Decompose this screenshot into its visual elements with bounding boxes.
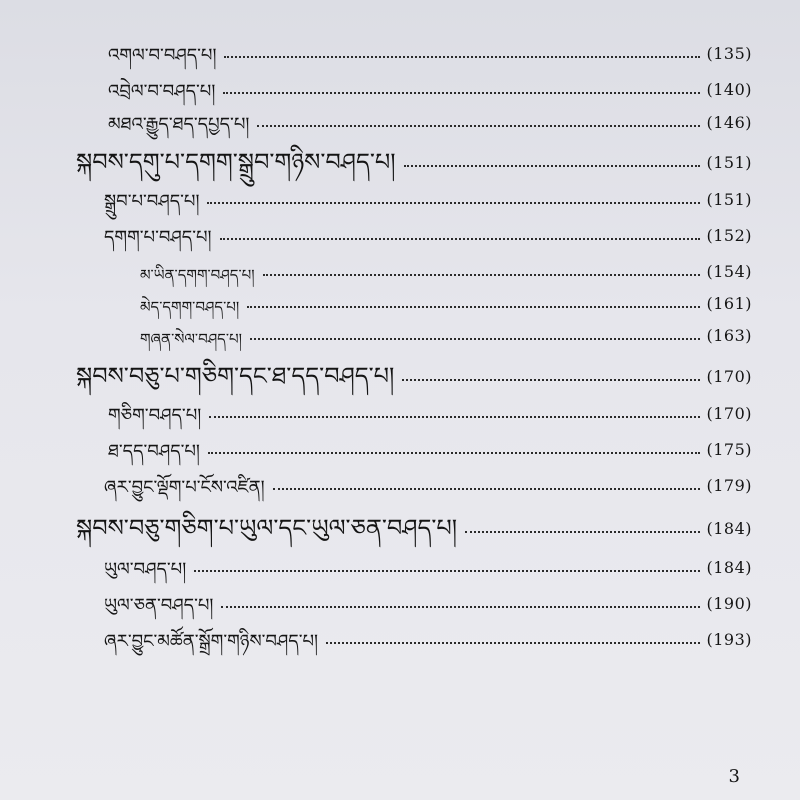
- toc-entry-title: གཅིག་བཤད་པ།: [108, 405, 202, 426]
- dot-leader: [221, 606, 700, 608]
- toc-chapter-entry: [76, 516, 752, 540]
- dot-leader: [207, 202, 700, 204]
- toc-entry-page: (179): [706, 476, 752, 495]
- toc-entry: [104, 632, 752, 651]
- dot-leader: [263, 274, 701, 276]
- toc-entry-page: (193): [706, 630, 752, 649]
- dot-leader: [250, 338, 701, 340]
- toc-entry: [104, 478, 752, 497]
- toc-chapter-title: སྐབས་བཅུ་པ་གཅིག་དང་ཐ་དད་བཤད་པ།: [76, 362, 395, 390]
- toc-chapter-title: སྐབས་དགུ་པ་དགག་སྒྲུབ་གཉིས་བཤད་པ།: [76, 148, 396, 176]
- toc-entry-title: ཞར་བྱུང་ལྡོག་པ་ངོས་འཛིན།: [104, 477, 265, 498]
- toc-entry: [108, 46, 752, 65]
- toc-subentry: [140, 328, 752, 347]
- dot-leader: [465, 531, 700, 533]
- toc-entry-page: (184): [706, 558, 752, 577]
- toc-entry-title: ཡུལ་ཅན་བཤད་པ།: [104, 595, 214, 616]
- toc-entry-title: འགལ་བ་བཤད་པ།: [108, 45, 217, 66]
- toc-subentry-title: མ་ཡིན་དགག་བཤད་པ།: [140, 266, 255, 284]
- toc-entry-page: (140): [706, 80, 752, 99]
- dot-leader: [402, 379, 700, 381]
- dot-leader: [208, 452, 701, 454]
- toc-entry-page: (163): [706, 326, 752, 345]
- dot-leader: [404, 165, 701, 167]
- toc-entry-page: (135): [706, 44, 752, 63]
- toc-entry-page: (152): [706, 226, 752, 245]
- toc-entry-title: སྒྲུབ་པ་བཤད་པ།: [104, 191, 200, 212]
- toc-subentry: [140, 264, 752, 283]
- toc-entry: [104, 596, 752, 615]
- dot-leader: [326, 642, 700, 644]
- toc-entry: [108, 115, 752, 134]
- dot-leader: [273, 488, 701, 490]
- dot-leader: [194, 570, 700, 572]
- toc-entry: [108, 82, 752, 101]
- toc-entry-page: (146): [706, 113, 752, 132]
- dot-leader: [209, 416, 700, 418]
- toc-entry-title: འབྲེལ་བ་བཤད་པ།: [108, 81, 216, 102]
- dot-leader: [224, 56, 700, 58]
- toc-entry-page: (175): [706, 440, 752, 459]
- toc-chapter-entry: [76, 150, 752, 174]
- toc-subentry-title: མེད་དགག་བཤད་པ།: [140, 298, 240, 316]
- toc-subentry: [140, 296, 752, 315]
- toc-entry-title: ཞར་བྱུང་མཚོན་སྒྲོག་གཉིས་བཤད་པ།: [104, 631, 319, 652]
- page-number: 3: [728, 766, 740, 787]
- toc-entry-title: ཐ་དད་བཤད་པ།: [108, 441, 200, 462]
- dot-leader: [247, 306, 700, 308]
- toc-entry: [104, 228, 752, 247]
- toc-chapter-title: སྐབས་བཅུ་གཅིག་པ་ཡུལ་དང་ཡུལ་ཅན་བཤད་པ།: [76, 514, 458, 542]
- toc-entry-page: (170): [706, 367, 752, 386]
- toc-entry-title: མཐའ་རྒྱུད་ཐད་དཔྱད་པ།: [108, 114, 250, 135]
- toc-entry-page: (170): [706, 404, 752, 423]
- toc-entry: [104, 560, 752, 579]
- dot-leader: [223, 92, 700, 94]
- toc-entry-page: (190): [706, 594, 752, 613]
- toc-subentry-title: གཞན་སེལ་བཤད་པ།: [140, 330, 242, 348]
- toc-entry-page: (184): [706, 519, 752, 538]
- toc-entry: [108, 442, 752, 461]
- toc-entry-page: (161): [706, 294, 752, 313]
- dot-leader: [257, 125, 700, 127]
- toc-entry-page: (151): [706, 153, 752, 172]
- toc-entry: [104, 192, 752, 211]
- toc-entry-page: (151): [706, 190, 752, 209]
- dot-leader: [220, 238, 701, 240]
- toc-entry-title: དགག་པ་བཤད་པ།: [104, 227, 212, 248]
- toc-entry-title: ཡུལ་བཤད་པ།: [104, 559, 187, 580]
- toc-entry: [108, 406, 752, 425]
- toc-chapter-entry: [76, 364, 752, 388]
- toc-entry-page: (154): [706, 262, 752, 281]
